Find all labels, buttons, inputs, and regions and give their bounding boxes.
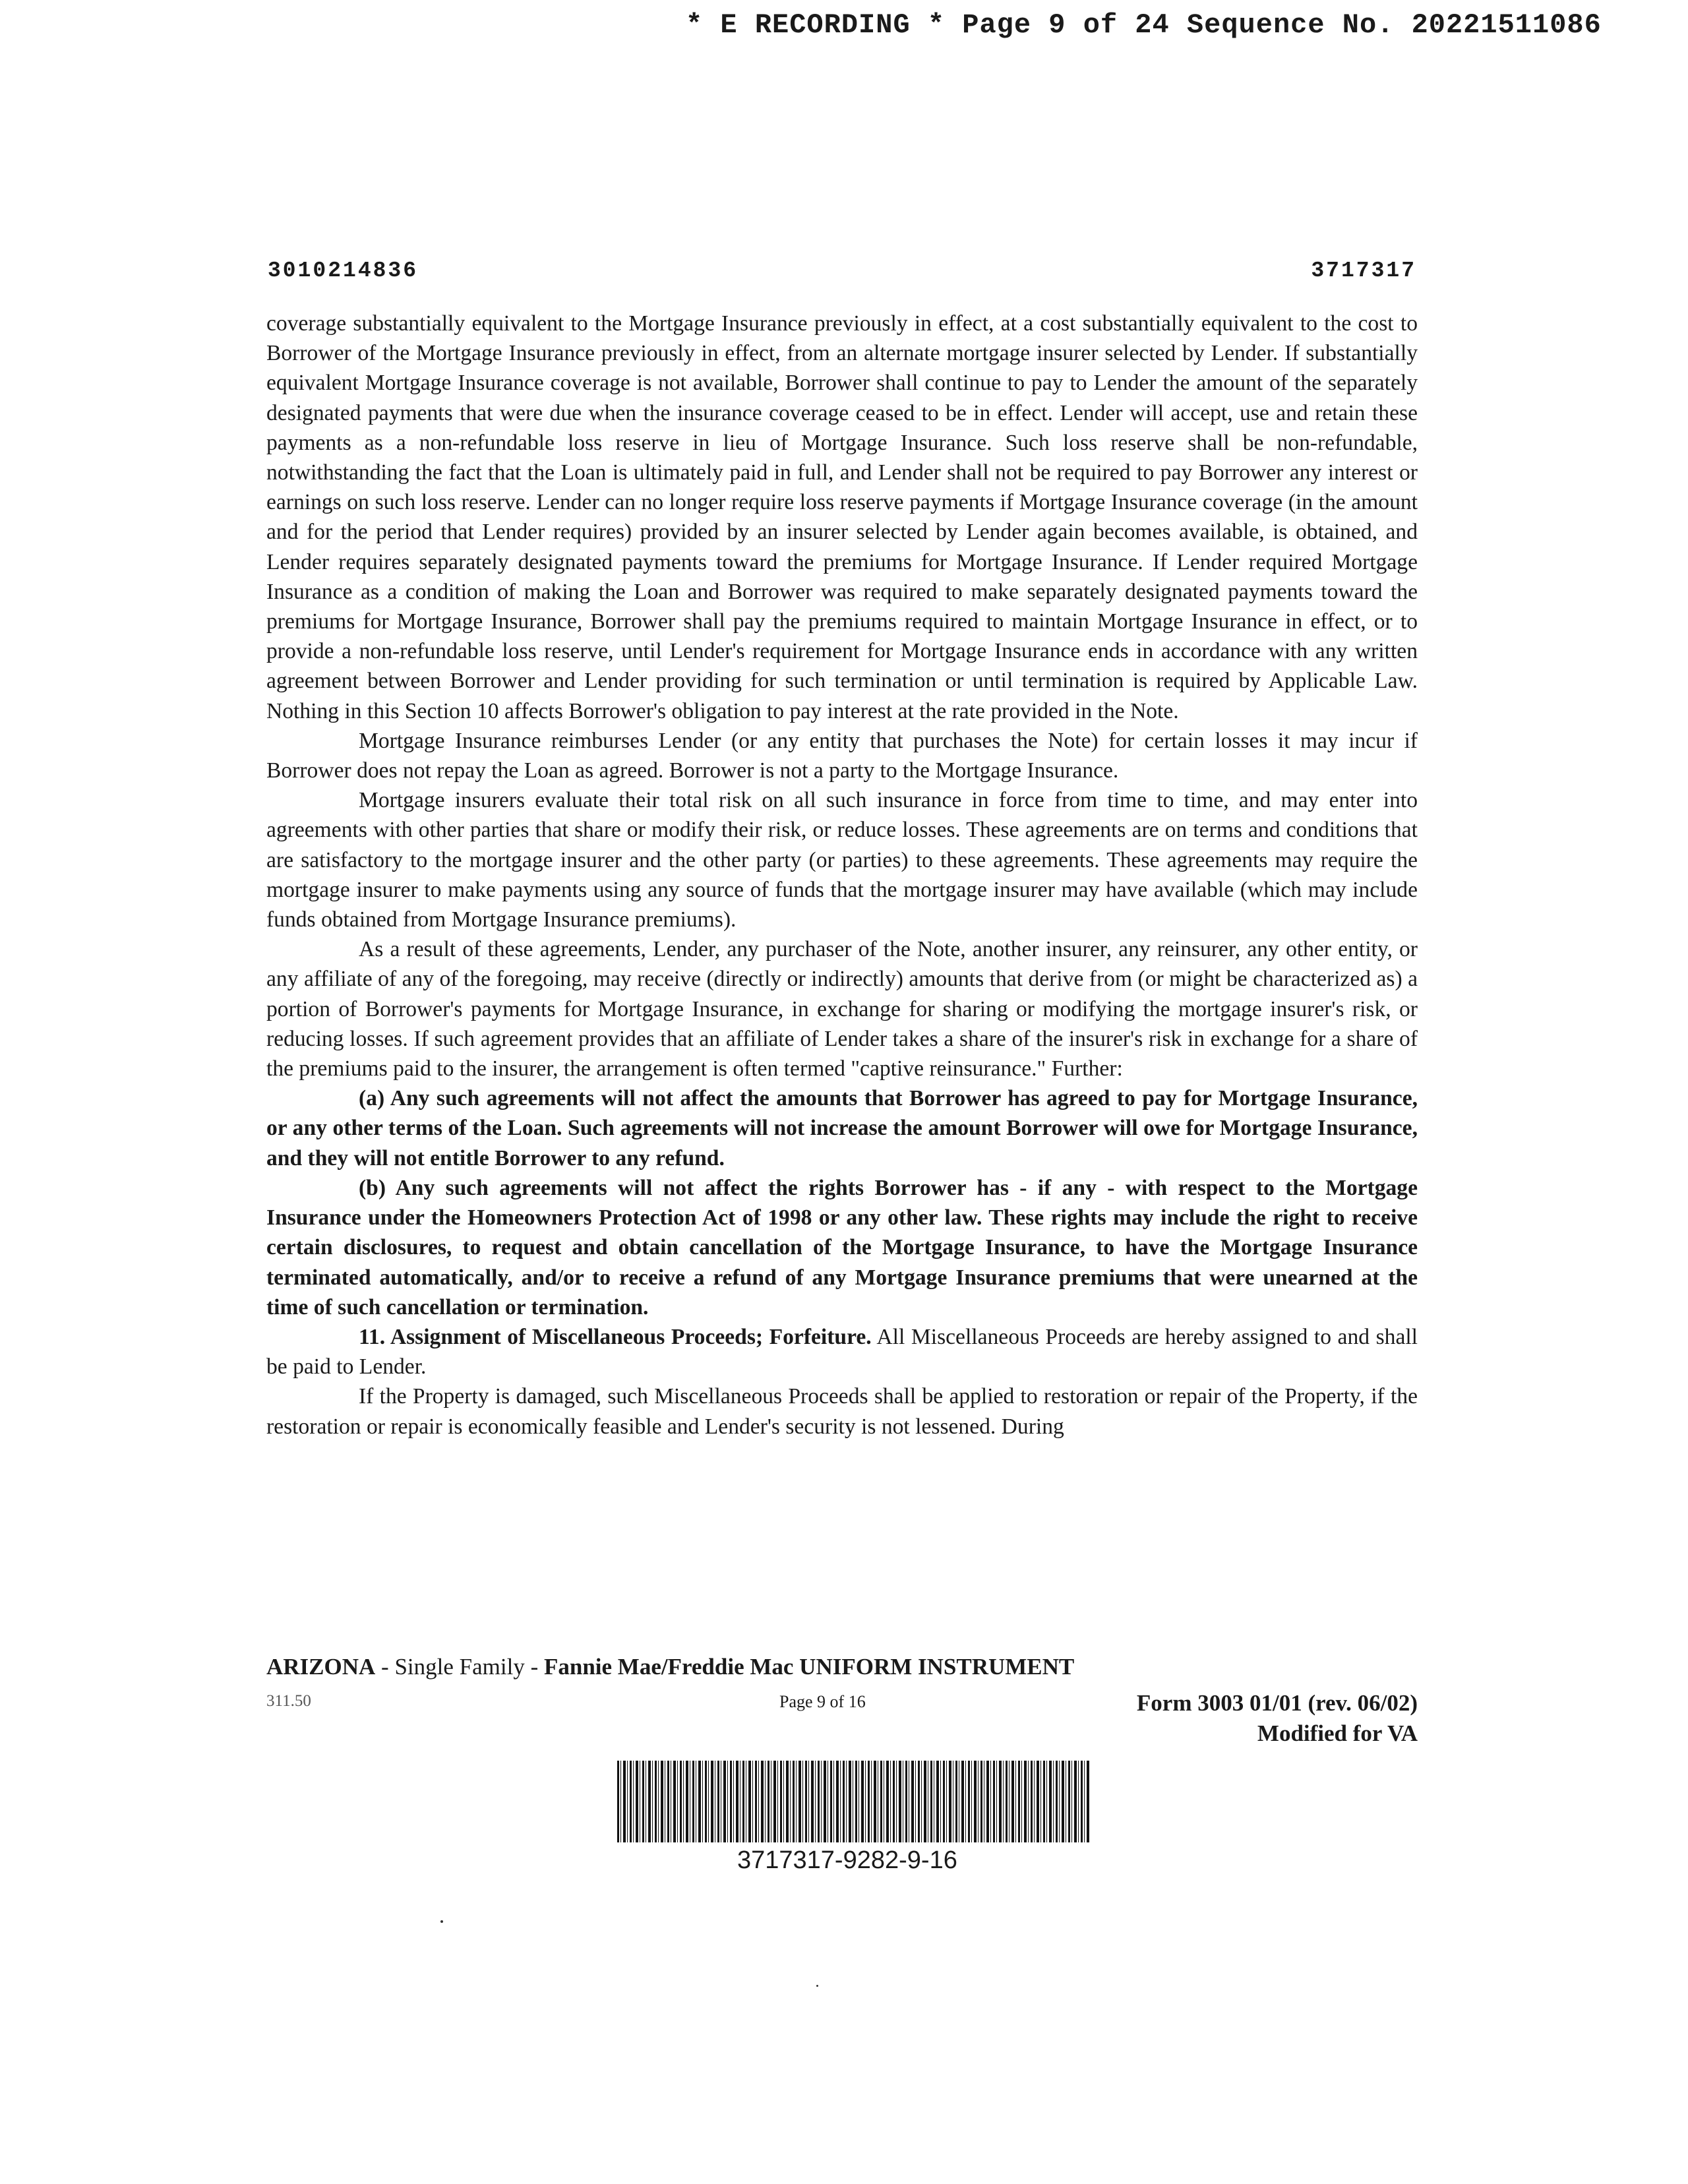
footer-modified: Modified for VA <box>1257 1720 1418 1746</box>
document-body <box>266 309 1418 1441</box>
paragraph-continuation: coverage substantially equivalent to the Mortgage Insurance previously in effect, at a cost substantially equivalent to the cost to Borrower of the Mortgage Insurance previously in effect, from an alternate mortgage insurer selected by Lender. If substantially equivalent Mortgage Insurance coverage is not available, Borrower shall continue to pay to Lender the amount of the separately designated payments that were due when the insurance coverage ceased to be in effect. Lender will accept, use and retain these payments as a non-refundable loss reserve in lieu of Mortgage Insurance. Such loss reserve shall be non-refundable, notwithstanding the fact that the Loan is ultimately paid in full, and Lender shall not be required to pay Borrower any interest or earnings on such loss reserve. Lender can no longer require loss reserve payments if Mortgage Insurance coverage (in the amount and for the period that Lender requires) provided by an insurer selected by Lender again becomes available, is obtained, and Lender requires separately designated payments toward the premiums for Mortgage Insurance. If Lender required Mortgage Insurance as a condition of making the Loan and Borrower was required to make separately designated payments toward the premiums for Mortgage Insurance, Borrower shall pay the premiums required to maintain Mortgage Insurance in effect, or to provide a non-refundable loss reserve, until Lender's requirement for Mortgage Insurance ends in accordance with any written agreement between Borrower and Lender providing for such termination or until termination is required by Applicable Law. Nothing in this Section 10 affects Borrower's obligation to pay interest at the rate provided in the Note. <box>266 311 1418 723</box>
barcode-image <box>617 1761 1091 1842</box>
recording-header: * E RECORDING * Page 9 of 24 Sequence No. 20221511086 <box>686 9 1602 41</box>
scan-speck <box>440 1920 443 1923</box>
paragraph-property-damaged: If the Property is damaged, such Miscellaneous Proceeds shall be applied to restoration or repair of the Property, if the restoration or repair is economically feasible and Lender's security is not lessened. During <box>266 1384 1418 1439</box>
footer-instrument-title <box>266 1654 1074 1680</box>
footer-instrument: Fannie Mae/Freddie Mac UNIFORM INSTRUMENT <box>543 1654 1075 1680</box>
paragraph-result-of-agreements: As a result of these agreements, Lender, any purchaser of the Note, another insurer, any reinsurer, any other entity, or any affiliate of any of the foregoing, may receive (directly or indirectly) amounts that derive from (or might be characterized as) a portion of Borrower's payments for Mortgage Insurance, in exchange for sharing or modifying the mortgage insurer's risk, or reducing losses. If such agreement provides that an affiliate of Lender takes a share of the insurer's risk in exchange for a share of the premiums paid to the insurer, the arrangement is often termed "captive reinsurance." Further: <box>266 937 1418 1081</box>
footer-state: ARIZONA <box>266 1654 376 1680</box>
footer-family: - Single Family - <box>375 1654 544 1680</box>
paragraph-mortgage-insurers-evaluate: Mortgage insurers evaluate their total risk on all such insurance in force from time to time, and may enter into agreements with other parties that share or modify their risk, or reduce losses. These agreements are on terms and conditions that are satisfactory to the mortgage insurer and the other party (or parties) to these agreements. These agreements may require the mortgage insurer to make payments using any source of funds that the mortgage insurer may have available (which may include funds obtained from Mortgage Insurance premiums). <box>266 788 1418 932</box>
scan-speck <box>816 1985 818 1987</box>
loan-number-left: 3010214836 <box>268 258 419 283</box>
paragraph-clause-a: (a) Any such agreements will not affect the amounts that Borrower has agreed to pay for Mortgage Insurance, or any other terms of the Loan. Such agreements will not increase the amount Borrower will owe for Mortgage Insurance, and they will not entitle Borrower to any refund. <box>266 1086 1418 1170</box>
section-11-text: All Miscellaneous Proceeds are hereby assigned to and shall be paid to Lender. <box>266 1324 1418 1380</box>
section-11-title: 11. Assignment of Miscellaneous Proceeds; Forfeiture. <box>359 1324 872 1349</box>
footer-form: Form 3003 01/01 (rev. 06/02) <box>1136 1690 1418 1716</box>
footer-form-number <box>1137 1688 1418 1749</box>
paragraph-section-11 <box>266 1322 1418 1381</box>
barcode-text: 3717317-9282-9-16 <box>737 1846 957 1874</box>
footer-code: 311.50 <box>266 1692 311 1710</box>
footer-page-number: Page 9 of 16 <box>779 1692 866 1711</box>
paragraph-clause-b: (b) Any such agreements will not affect the rights Borrower has - if any - with respect to the Mortgage Insurance under the Homeowners Protection Act of 1998 or any other law. These rights may include the right to receive certain disclosures, to request and obtain cancellation of the Mortgage Insurance, to have the Mortgage Insurance terminated automatically, and/or to receive a refund of any Mortgage Insurance premiums that were unearned at the time of such cancellation or termination. <box>266 1175 1418 1320</box>
paragraph-mortgage-insurance-reimburses: Mortgage Insurance reimburses Lender (or any entity that purchases the Note) for certain losses it may incur if Borrower does not repay the Loan as agreed. Borrower is not a party to the Mortgage Insurance. <box>266 728 1418 783</box>
loan-number-right: 3717317 <box>1311 258 1416 283</box>
